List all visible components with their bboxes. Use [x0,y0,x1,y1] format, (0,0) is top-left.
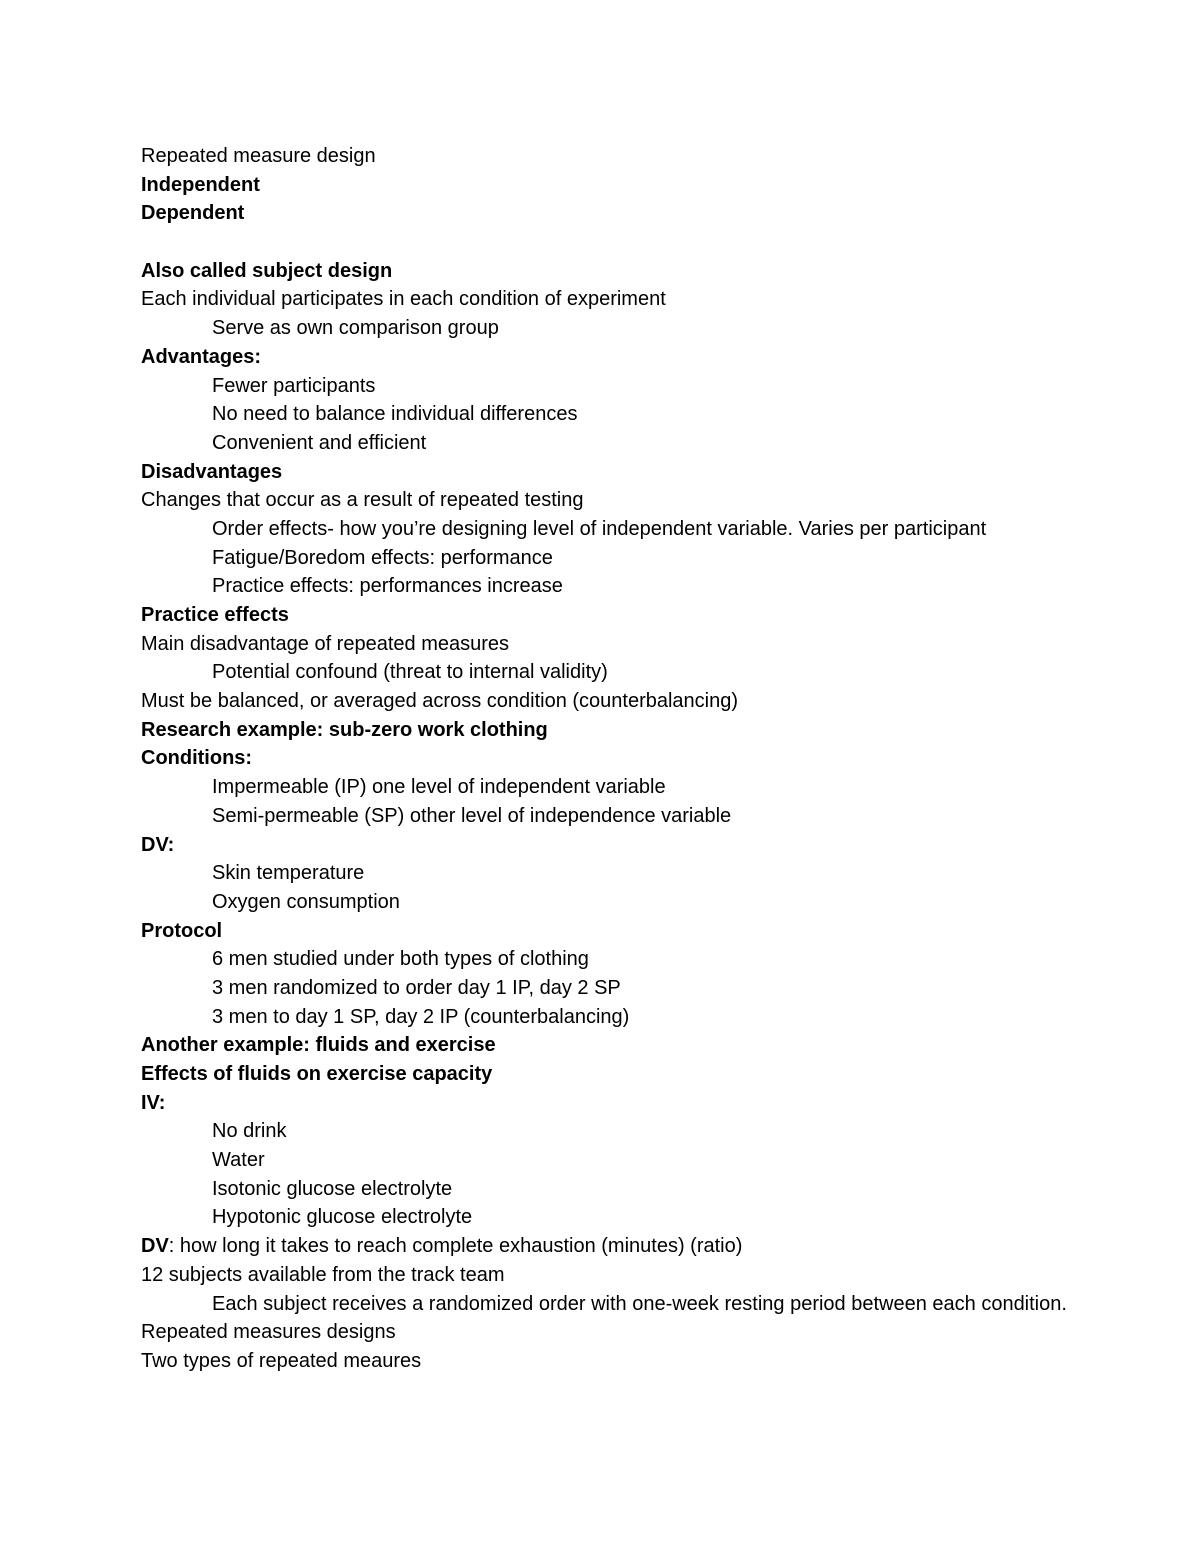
doc-line-indented: Convenient and efficient [212,431,427,454]
doc-line-bold: Another example: fluids and exercise [141,1034,496,1057]
doc-line-indented: Semi-permeable (SP) other level of independence variable [212,804,732,827]
doc-line-plain: Repeated measure design [141,145,376,167]
doc-line-indented: Isotonic glucose electrolyte [212,1177,453,1200]
doc-line-bold: Disadvantages [141,460,283,483]
doc-line-bold: Advantages: [141,345,262,368]
doc-line-indented: Hypotonic glucose electrolyte [212,1206,473,1229]
doc-line-indented: No need to balance individual differences [212,403,578,426]
doc-line-indented: Practice effects: performances increase [212,575,563,598]
doc-line-bold: Dependent [141,202,245,225]
document-body [141,142,1141,1376]
doc-line-indented: Potential confound (threat to internal validity) [212,661,608,684]
doc-line-bold: Protocol [141,919,223,942]
doc-line-indented: 6 men studied under both types of clothing [212,948,589,971]
doc-line-indented: Oxygen consumption [212,890,400,913]
doc-line-indented: Order effects- how you’re designing level of independent variable. Varies per participant [212,517,987,540]
doc-line-bold: Also called subject design [141,259,393,282]
doc-line-bold: Research example: sub-zero work clothing [141,718,548,741]
doc-line-indented: Skin temperature [212,862,365,885]
doc-line-plain: Two types of repeated meaures [141,1349,422,1372]
doc-line-indented: 3 men randomized to order day 1 IP, day 2 SP [212,976,621,999]
doc-line-indented: 3 men to day 1 SP, day 2 IP (counterbalancing) [212,1005,630,1028]
doc-line-indented: Serve as own comparison group [212,317,499,340]
dv-definition: : how long it takes to reach complete exhaustion (minutes) (ratio) [168,1235,743,1258]
dv-label: DV [141,1235,169,1258]
doc-line-plain: Changes that occur as a result of repeated testing [141,489,584,512]
doc-line-bold: Practice effects [141,604,289,626]
doc-line-mixed [141,1232,1141,1261]
doc-line-plain: Must be balanced, or averaged across condition (counterbalancing) [141,690,739,713]
doc-line-plain: 12 subjects available from the track team [141,1263,505,1286]
doc-line-indented: Water [212,1149,265,1172]
doc-line-indented: Fatigue/Boredom effects: performance [212,546,553,569]
doc-line-plain: Repeated measures designs [141,1321,396,1344]
doc-line-bold: Independent [141,173,260,196]
doc-line-hanging: Each subject receives a randomized order with one-week resting period between each condition. [212,1292,1067,1315]
doc-line-bold: Effects of fluids on exercise capacity [141,1063,493,1085]
doc-line-bold: IV: [141,1091,166,1114]
doc-line-plain: Main disadvantage of repeated measures [141,632,510,655]
doc-line-bold: DV: [141,833,175,856]
doc-line-indented: Impermeable (IP) one level of independent variable [212,776,666,799]
doc-line-indented: No drink [212,1120,287,1143]
doc-blank-line [141,228,1141,257]
doc-line-bold: Conditions: [141,747,253,770]
doc-line-plain: Each individual participates in each condition of experiment [141,288,666,311]
doc-line-indented: Fewer participants [212,374,376,397]
